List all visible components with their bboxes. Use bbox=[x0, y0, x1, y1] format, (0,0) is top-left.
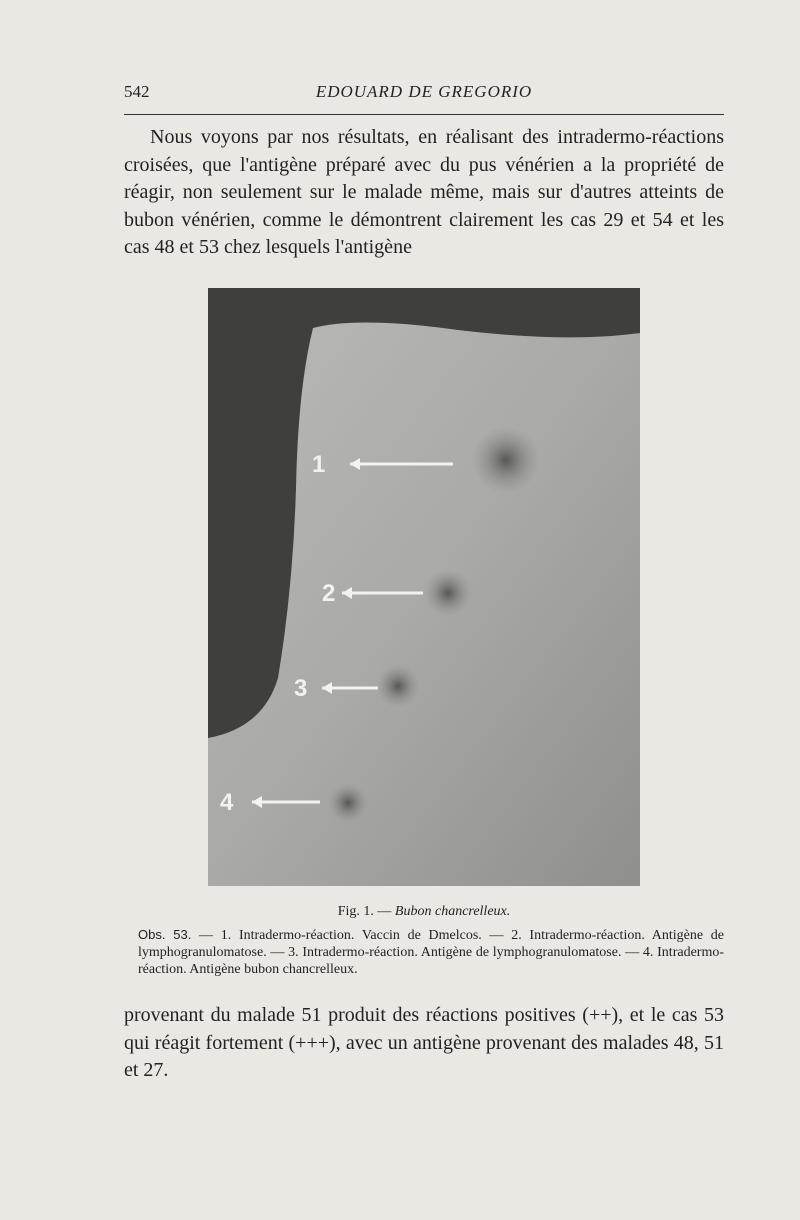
figure-label: Fig. 1. — bbox=[337, 904, 392, 919]
body-paragraph-2: provenant du malade 51 produit des réactions positives (++), et le cas 53 qui réagit fortement (+++), avec un antigène provenant des malades 48, 51 et 27. bbox=[124, 1004, 724, 1081]
figure-title: Bubon chancrelleux. bbox=[394, 904, 511, 919]
marker-2-label: 2 bbox=[322, 580, 336, 607]
reaction-spot-4 bbox=[328, 783, 368, 823]
page-header bbox=[124, 80, 724, 108]
observation-text: — 1. Intradermo-réaction. Vaccin de Dmelcos. — 2. Intradermo-réaction. Antigène de lymphogranulomatose. — 3. Intradermo-réaction. Antigène de lymphogranulomatose. — 4. Intradermo-réaction. Antigène bubon chancrelleux. bbox=[138, 928, 725, 977]
reaction-spot-2 bbox=[424, 569, 472, 617]
running-title: EDOUARD DE GREGORIO bbox=[315, 82, 533, 101]
figure-caption-title bbox=[124, 904, 724, 920]
marker-1-label: 1 bbox=[312, 451, 326, 478]
observation-label: Obs. 53. bbox=[138, 927, 192, 942]
figure-photograph bbox=[208, 288, 640, 886]
figure-caption-legend bbox=[138, 926, 724, 978]
figure-image bbox=[208, 288, 640, 886]
marker-4-label: 4 bbox=[220, 789, 234, 816]
page-number: 542 bbox=[124, 82, 150, 101]
marker-3-label: 3 bbox=[294, 675, 308, 702]
body-paragraph-1: Nous voyons par nos résultats, en réalisant des intradermo-réactions croisées, que l'antigène préparé avec du pus vénérien a la propriété de réagir, non seulement sur le malade même, mais sur d'autres atteints de bubon vénérien, comme le démontrent clairement les cas 29 et 54 et les cas 48 et 53 chez lesquels l'antigène bbox=[124, 126, 724, 258]
header-rule bbox=[124, 114, 724, 115]
reaction-spot-3 bbox=[376, 664, 420, 708]
reaction-spot-1 bbox=[472, 426, 540, 494]
